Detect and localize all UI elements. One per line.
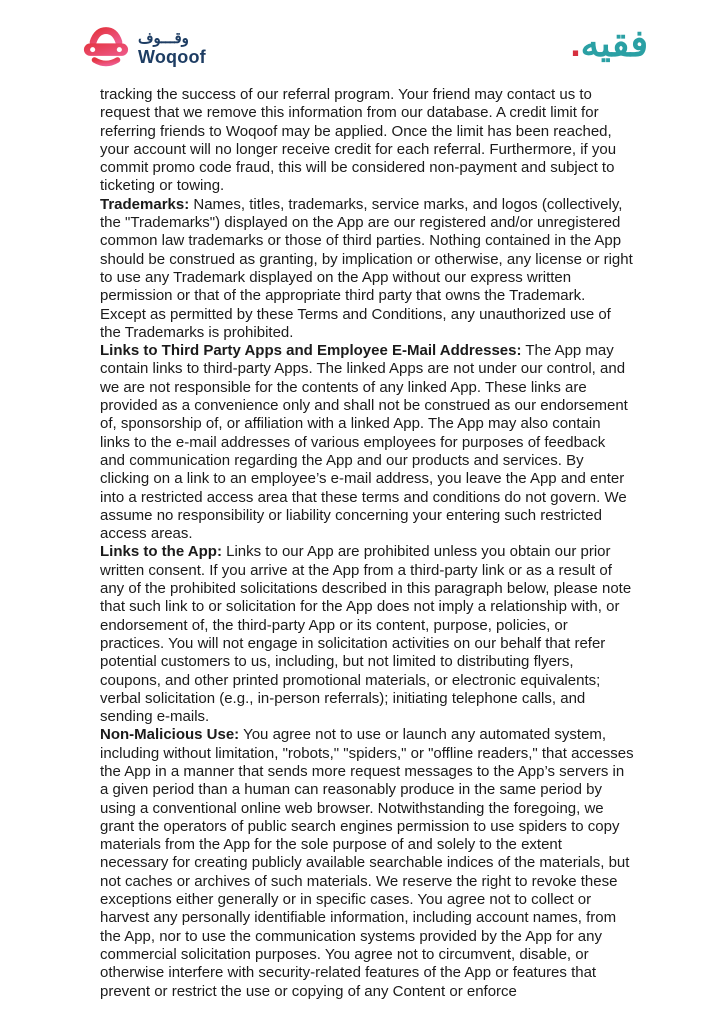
paragraph-text: Links to our App are prohibited unless you obtain our prior written consent. If you arrive at the App from a third-party link or as a result of any of the prohibited solicitations described in this paragraph below, please note that such link to or solicitation for the App does not imply a relationship with, or endorsement of, the third-party App or its content, purpose, policies, or practices. You will not engage in solicitation activities on our behalf that refer potential customers to us, including, but not limited to distributing flyers, coupons, and other printed promotional materials, or electronic equivalents; verbal solicitation (e.g., in-person referrals); initiating telephone calls, and sending e-mails. (100, 543, 632, 726)
paragraph-text: The App may contain links to third-party Apps. The linked Apps are not under our control, and we are not responsible for the contents of any linked App. These links are provided as a convenience only and shall not be construed as our endorsement of, sponsorship of, or affiliation with a linked App. The App may also contain links to the e-mail addresses of various employees for purposes of feedback and communication regarding the App and our products and services. By clicking on a link to an employee’s e-mail address, you leave the App and enter into a restricted access area that these terms and conditions do not govern. We assume no responsibility or liability concerning your entering such restricted access areas. (100, 342, 628, 543)
paragraph-text: Names, titles, trademarks, service marks, and logos (collectively, the "Trademarks") displayed on the App are our registered and/or unregistered common law trademarks or those of third parties. Nothing contained in the App should be construed as granting, by implication or otherwise, any license or right to use any Trademark displayed on the App without our express written permission or that of the appropriate third party that owns the Trademark. Except as permitted by these Terms and Conditions, any unauthorized use of the Trademarks is prohibited. (100, 195, 633, 341)
terms-paragraph (100, 342, 634, 543)
terms-paragraph (100, 196, 634, 342)
paragraph-lead: Trademarks: (100, 195, 190, 213)
woqoof-wordmark (138, 31, 206, 66)
faqih-dot: . (570, 23, 581, 64)
paragraph-lead: Non-Malicious Use: (100, 726, 240, 744)
faqih-arabic-name: فقيه (580, 23, 648, 64)
woqoof-car-icon (83, 26, 129, 70)
woqoof-latin-name: Woqoof (138, 46, 206, 67)
paragraph-lead: Links to Third Party Apps and Employee E-Mail Addresses: (100, 342, 522, 360)
paragraph-text: tracking the success of our referral program. Your friend may contact us to request that we remove this information from our database. A credit limit for referring friends to Woqoof may be applied. Once the limit has been reached, your account will no longer receive credit for each referral. Furthermore, if you commit promo code fraud, this will be considered non-payment and subject to ticketing or towing. (100, 86, 617, 195)
woqoof-logo (83, 26, 206, 70)
terms-paragraph (100, 86, 634, 196)
paragraph-text: You agree not to use or launch any automated system, including without limitation, "robots," "spiders," or "offline readers," that accesses the App in a manner that sends more request messages to the App’s servers in a given period than a human can reasonably produce in the same period by using a conventional online web browser. Notwithstanding the foregoing, we grant the operators of public search engines permission to use spiders to copy materials from the App for the sole purpose of and solely to the extent necessary for creating publicly available searchable indices of the materials, but not caches or archives of such materials. We reserve the right to revoke these exceptions either generally or in specific cases. You agree not to collect or harvest any personally identifiable information, including account names, from the App, nor to use the communication systems provided by the App for any commercial solicitation purposes. You agree not to circumvent, disable, or otherwise interfere with security-related features of the App or features that prevent or restrict the use or copying of any Content or enforce (100, 726, 634, 1000)
terms-text (100, 86, 634, 1001)
faqih-logo (570, 24, 648, 65)
terms-paragraph (100, 726, 634, 1000)
woqoof-arabic-name: وقـــوف (138, 29, 189, 47)
paragraph-lead: Links to the App: (100, 543, 222, 561)
terms-paragraph (100, 543, 634, 726)
page-header (0, 0, 724, 86)
